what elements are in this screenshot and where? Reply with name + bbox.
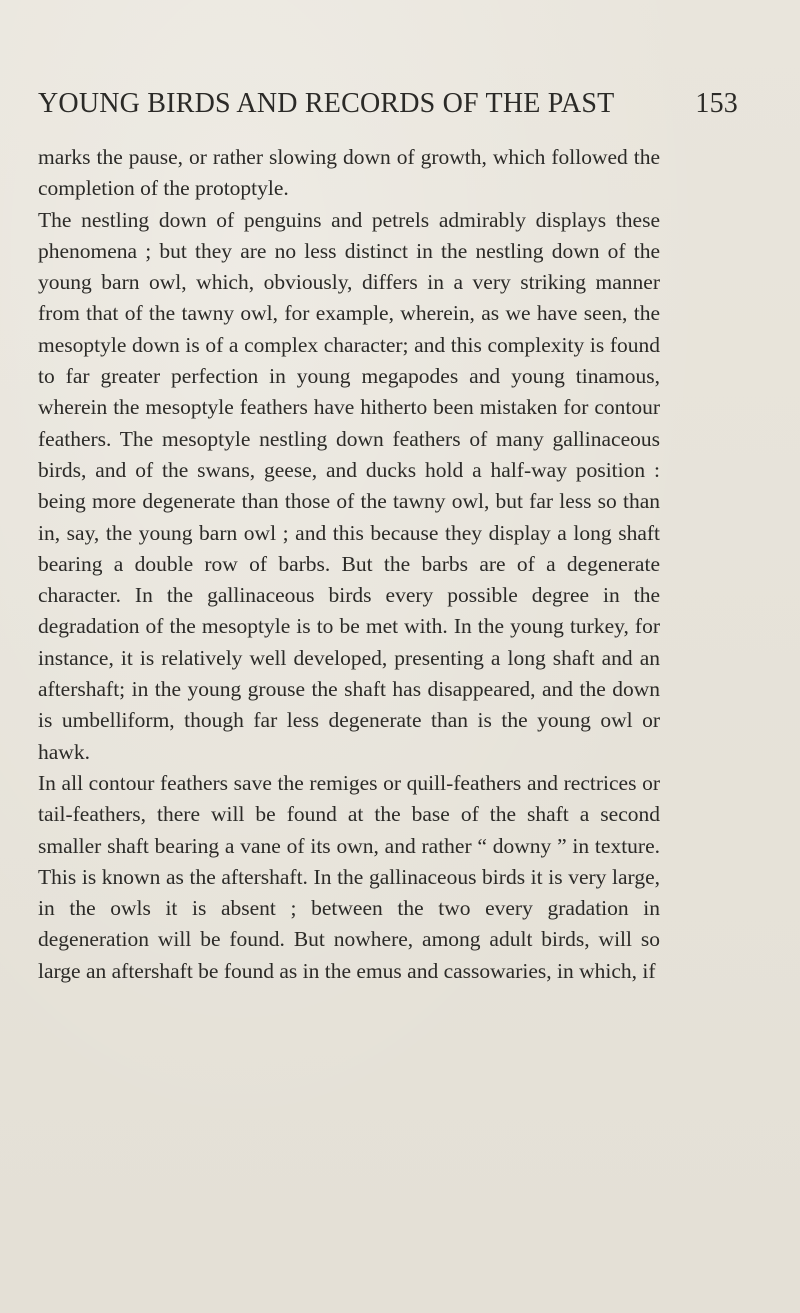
body-text: [38, 142, 660, 987]
running-head-title: YOUNG BIRDS AND RECORDS OF THE PAST: [38, 88, 615, 119]
paragraph-2: The nestling down of penguins and petrels admirably displays these phenomena ; but they are no less distinct in the nestling down of the young barn owl, which, obviously, differs in a very striking manner from that of the tawny owl, for example, wherein, as we have seen, the mesoptyle down is of a complex character; and this complexity is found to far greater perfection in young megapodes and young tinamous, wherein the mesoptyle feathers have hitherto been mistaken for contour feathers. The mesoptyle nestling down feathers of many gallinaceous birds, and of the swans, geese, and ducks hold a half-way position : being more degenerate than those of the tawny owl, but far less so than in, say, the young barn owl ; and this because they display a long shaft bearing a double row of barbs. But the barbs are of a degenerate character. In the gallinaceous birds every possible degree in the degradation of the mesoptyle is to be met with. In the young turkey, for instance, it is relatively well developed, presenting a long shaft and an aftershaft; in the young grouse the shaft has disappeared, and the down is umbelliform, though far less degenerate than is the young owl or hawk.: [38, 207, 660, 764]
running-head: [38, 88, 738, 128]
paragraph-1: marks the pause, or rather slowing down of growth, which followed the completion of the protoptyle.: [38, 145, 660, 201]
page-number: 153: [695, 88, 738, 119]
paragraph-3: In all contour feathers save the remiges or quill-feathers and rectrices or tail-feathers, there will be found at the base of the shaft a second smaller shaft bearing a vane of its own, and rather “ downy ” in texture. This is known as the aftershaft. In the gallinaceous birds it is very large, in the owls it is absent ; between the two every gradation in degeneration will be found. But nowhere, among adult birds, will so large an aftershaft be found as in the emus and cassowaries, in which, if: [38, 770, 660, 983]
